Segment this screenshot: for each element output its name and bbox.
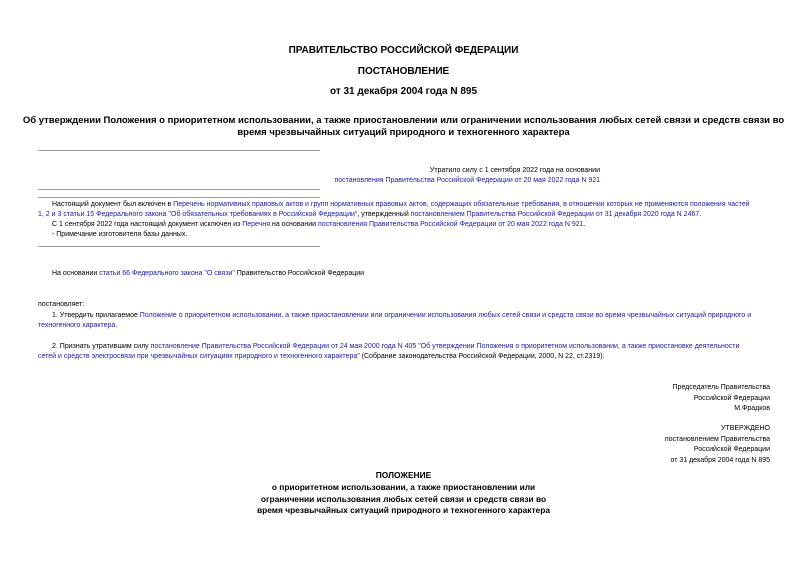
approval-block: [560, 424, 770, 466]
note-text: С 1 сентября 2022 года настоящий документ исключен из: [52, 221, 243, 228]
decree-405-link-cont[interactable]: сетей и средств электросвязи при чрезвычайных ситуациях природного и техногенного характера": [38, 353, 360, 360]
decree-2467-link[interactable]: постановлением Правительства Российской Федерации от 31 декабря 2020 года N 2467: [410, 211, 700, 218]
note-paragraph-1: [38, 200, 770, 210]
signature-position: Председатель Правительства: [672, 384, 770, 391]
decree-405-link[interactable]: постановление Правительства Российской Федерации от 24 мая 2000 года N 405 "Об утверждении Положения о приоритетном использовании, а также приостановке деятельности: [150, 343, 740, 350]
note-paragraph-1-cont: [38, 210, 770, 220]
document-title-line-1: Об утверждении Положения о приоритетном использовании, а также приостановлении или ограничении использования любых сетей связи и средств связи во: [22, 115, 785, 126]
basis-paragraph: [52, 269, 364, 279]
item-1: [38, 311, 770, 331]
list-link-short[interactable]: Перечня: [242, 221, 271, 228]
document-title: [0, 115, 807, 139]
note-text: Настоящий документ был включен в: [52, 201, 174, 208]
basis-text: На основании: [52, 270, 100, 277]
regulation-link-cont[interactable]: техногенного характера: [38, 322, 116, 329]
item-1-line-1: [38, 311, 770, 321]
database-note: [38, 200, 770, 240]
document-date: от 31 декабря 2004 года N 895: [329, 86, 478, 97]
note-text: на основании: [270, 221, 318, 228]
item-2-line-2: [38, 352, 770, 362]
decree-word: постановляет:: [38, 301, 85, 308]
document-title-line-2: время чрезвычайных ситуаций природного и техногенного характера: [237, 127, 570, 138]
approval-line: Российской Федерации: [693, 446, 770, 454]
item-1-text: 1. Утвердить прилагаемое: [52, 312, 140, 319]
item-1-line-2: [38, 321, 770, 331]
repeal-link[interactable]: постановления Правительства Российской Федерации от 20 мая 2022 года N 921: [334, 177, 600, 184]
list-link[interactable]: Перечень нормативных правовых актов и групп нормативных правовых актов, содержащих обязательные требования, в отношении которых не применяются положения частей: [173, 201, 750, 208]
approval-line: постановлением Правительства: [664, 435, 770, 443]
regulation-link[interactable]: Положение о приоритетном использовании, а также приостановлении или ограничении использования любых сетей связи и средств связи во время чрезвычайных ситуаций природного и: [139, 312, 752, 319]
note-text: .: [583, 221, 586, 228]
regulation-heading: [0, 470, 807, 517]
item-2: [38, 342, 770, 362]
divider: [38, 189, 320, 190]
government-name: ПРАВИТЕЛЬСТВО РОССИЙСКОЙ ФЕДЕРАЦИИ: [288, 45, 519, 56]
document-type: ПОСТАНОВЛЕНИЕ: [357, 66, 450, 77]
decree-921-link[interactable]: постановления Правительства Российской Федерации от 20 мая 2022 года N 921: [317, 221, 584, 228]
divider: [38, 150, 320, 151]
regulation-subtitle-2: ограничении использования любых сетей связи и средств связи во: [260, 493, 547, 504]
signature-name: М.Фрадков: [734, 405, 770, 413]
regulation-subtitle-1: о приоритетном использовании, а также приостановлении или: [271, 481, 536, 492]
item-2-line-1: [38, 342, 770, 352]
approval-title: УТВЕРЖДЕНО: [720, 425, 770, 432]
divider: [38, 246, 320, 247]
item-2-text: 2. Признать утратившим силу: [52, 343, 151, 350]
note-text: .: [699, 211, 702, 218]
note-text: , утвержденный: [357, 211, 411, 218]
item-1-text: .: [115, 322, 118, 329]
repeal-text: Утратило силу с 1 сентября 2022 года на основании: [429, 167, 600, 174]
law-article-link[interactable]: 1, 2 и 3 статьи 15 Федерального закона "Об обязательных требованиях в Российской Федерации": [38, 211, 358, 218]
divider: [38, 197, 320, 198]
signature-block: [560, 383, 770, 415]
regulation-title: ПОЛОЖЕНИЕ: [375, 470, 432, 480]
law-link[interactable]: статьи 66 Федерального закона "О связи": [99, 270, 235, 277]
approval-date: от 31 декабря 2004 года N 895: [670, 456, 770, 464]
item-2-text: (Собрание законодательства Российской Федерации, 2000, N 22, ст.2319).: [359, 353, 605, 360]
regulation-subtitle-3: время чрезвычайных ситуаций природного и техногенного характера: [256, 505, 550, 516]
note-paragraph-2: [38, 220, 770, 230]
basis-text: Правительство Российской Федерации: [234, 270, 365, 277]
signature-country: Российской Федерации: [693, 394, 770, 402]
note-paragraph-3: - Примечание изготовителя базы данных.: [52, 231, 188, 238]
repeal-notice: [260, 166, 600, 186]
